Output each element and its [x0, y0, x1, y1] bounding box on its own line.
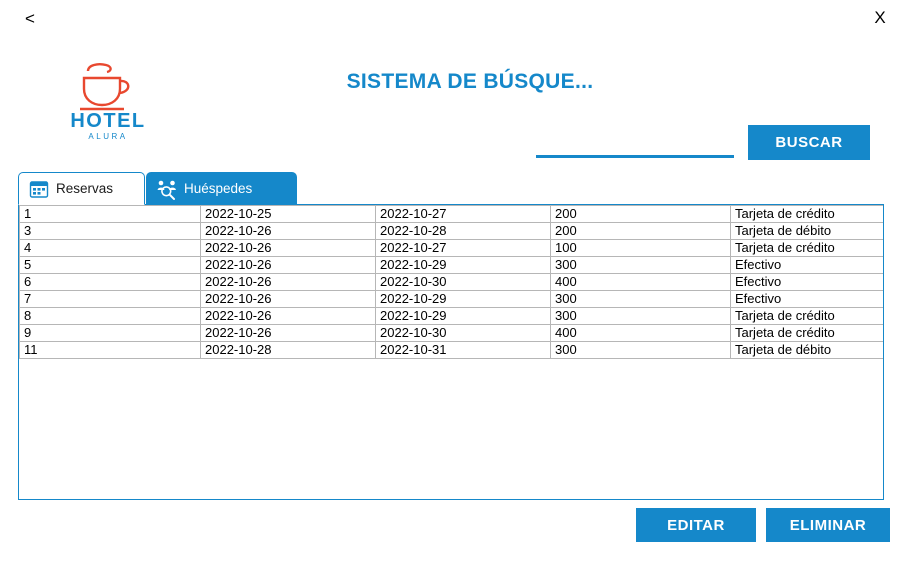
cell-fecha-salida: 2022-10-29 [376, 308, 551, 325]
cell-id: 9 [20, 325, 201, 342]
cell-fecha-entrada: 2022-10-26 [201, 325, 376, 342]
cell-fecha-entrada: 2022-10-26 [201, 291, 376, 308]
table-row[interactable] [20, 325, 885, 342]
cell-id: 3 [20, 223, 201, 240]
cell-valor: 200 [551, 223, 731, 240]
cell-fecha-entrada: 2022-10-25 [201, 206, 376, 223]
cell-forma-pago: Tarjeta de crédito [731, 325, 885, 342]
reservations-table[interactable] [19, 205, 884, 359]
svg-text:HOTEL: HOTEL [70, 110, 146, 132]
cell-valor: 400 [551, 274, 731, 291]
cell-valor: 400 [551, 325, 731, 342]
edit-button[interactable]: EDITAR [636, 508, 756, 542]
search-button[interactable]: BUSCAR [748, 125, 870, 160]
back-button[interactable]: < [18, 6, 42, 30]
cell-fecha-entrada: 2022-10-26 [201, 308, 376, 325]
table-row[interactable] [20, 342, 885, 359]
cell-fecha-salida: 2022-10-29 [376, 291, 551, 308]
cell-fecha-salida: 2022-10-30 [376, 274, 551, 291]
cell-forma-pago: Efectivo [731, 274, 885, 291]
search-input[interactable] [536, 134, 734, 158]
cell-forma-pago: Efectivo [731, 291, 885, 308]
cell-id: 1 [20, 206, 201, 223]
tab-reservas-label: Reservas [56, 181, 114, 196]
cell-id: 8 [20, 308, 201, 325]
cell-valor: 300 [551, 291, 731, 308]
cell-valor: 100 [551, 240, 731, 257]
cell-forma-pago: Efectivo [731, 257, 885, 274]
svg-text:ALURA: ALURA [88, 132, 128, 141]
cell-id: 7 [20, 291, 201, 308]
tab-huespedes-label: Huéspedes [184, 181, 253, 196]
cell-fecha-salida: 2022-10-27 [376, 206, 551, 223]
table-row[interactable] [20, 257, 885, 274]
cell-valor: 300 [551, 257, 731, 274]
title-bar [0, 0, 910, 40]
cell-forma-pago: Tarjeta de crédito [731, 240, 885, 257]
cell-fecha-salida: 2022-10-28 [376, 223, 551, 240]
cell-valor: 300 [551, 308, 731, 325]
tab-bar [18, 172, 892, 205]
hotel-alura-logo [62, 55, 154, 141]
page-title: SISTEMA DE BÚSQUE... [346, 70, 594, 93]
cell-fecha-entrada: 2022-10-26 [201, 274, 376, 291]
table-row[interactable] [20, 291, 885, 308]
table-row[interactable] [20, 274, 885, 291]
cell-fecha-entrada: 2022-10-26 [201, 257, 376, 274]
cell-valor: 300 [551, 342, 731, 359]
cell-id: 4 [20, 240, 201, 257]
cell-fecha-entrada: 2022-10-28 [201, 342, 376, 359]
cell-id: 5 [20, 257, 201, 274]
cell-forma-pago: Tarjeta de crédito [731, 206, 885, 223]
guests-search-icon [156, 178, 178, 200]
table-body [20, 206, 885, 359]
cell-forma-pago: Tarjeta de débito [731, 223, 885, 240]
cell-fecha-salida: 2022-10-30 [376, 325, 551, 342]
calendar-icon [28, 178, 50, 200]
cell-fecha-salida: 2022-10-31 [376, 342, 551, 359]
cell-id: 6 [20, 274, 201, 291]
cell-fecha-entrada: 2022-10-26 [201, 223, 376, 240]
cell-fecha-salida: 2022-10-29 [376, 257, 551, 274]
table-row[interactable] [20, 223, 885, 240]
close-button[interactable]: X [868, 5, 892, 29]
cell-forma-pago: Tarjeta de débito [731, 342, 885, 359]
cell-valor: 200 [551, 206, 731, 223]
tab-reservas[interactable] [18, 172, 145, 205]
tab-huespedes[interactable] [146, 172, 297, 205]
results-panel [18, 204, 884, 500]
delete-button[interactable]: ELIMINAR [766, 508, 890, 542]
cell-forma-pago: Tarjeta de crédito [731, 308, 885, 325]
cell-fecha-salida: 2022-10-27 [376, 240, 551, 257]
cell-id: 11 [20, 342, 201, 359]
table-row[interactable] [20, 240, 885, 257]
table-row[interactable] [20, 308, 885, 325]
cell-fecha-entrada: 2022-10-26 [201, 240, 376, 257]
table-row[interactable] [20, 206, 885, 223]
